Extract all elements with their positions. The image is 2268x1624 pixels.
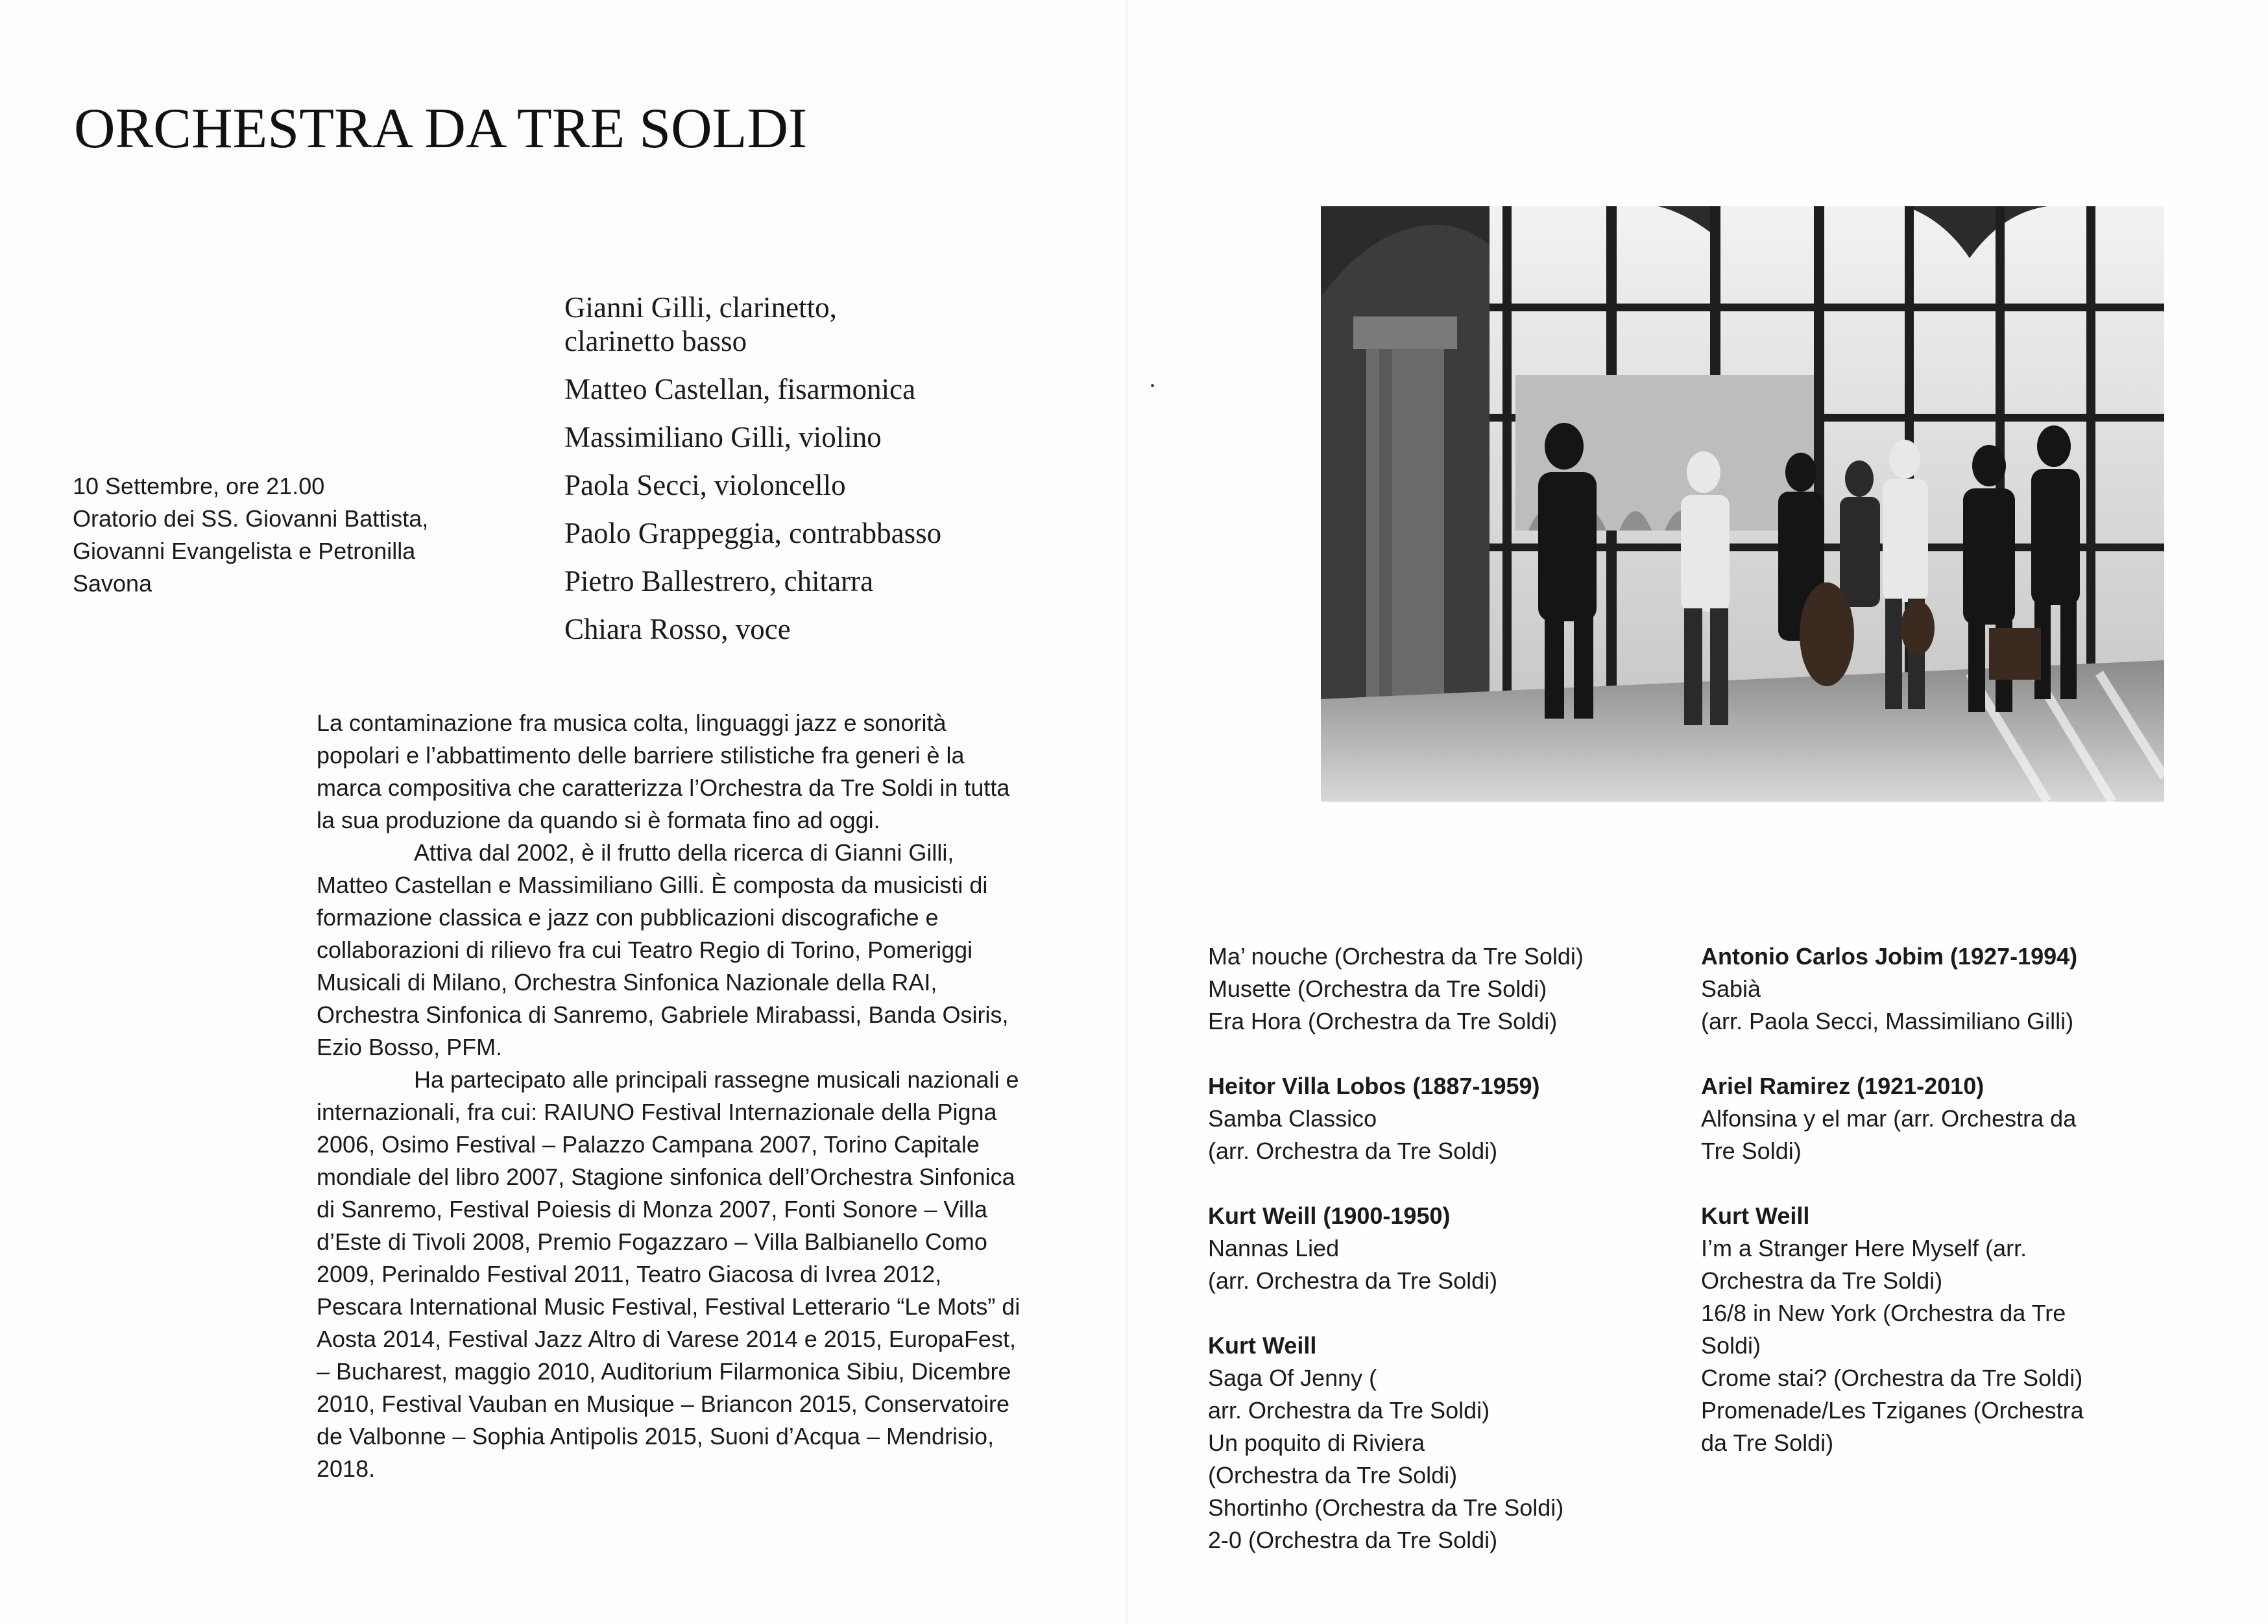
piece-title: Samba Classico [1208,1105,1377,1132]
piece-title: (arr. Paola Secci, Massimiliano Gilli) [1701,1008,2074,1034]
program-group [1701,1070,2168,1167]
performer-line: clarinetto basso [564,325,747,357]
performer-line: Massimiliano Gilli, violino [564,421,882,453]
venue-line: Giovanni Evangelista e Petronilla [73,538,416,564]
piece-title: 16/8 in New York (Orchestra da Tre [1701,1300,2066,1326]
piece-title: (arr. Orchestra da Tre Soldi) [1208,1267,1498,1294]
piece-title: Era Hora (Orchestra da Tre Soldi) [1208,1008,1558,1034]
piece-title: Sabià [1701,975,1761,1002]
piece-title: da Tre Soldi) [1701,1429,1834,1456]
performer-item [564,372,941,406]
composer-name: Kurt Weill [1208,1332,1317,1359]
program-group [1208,940,1675,1038]
performer-list [564,291,941,660]
composer-name: Kurt Weill [1701,1202,1810,1229]
venue-line: 10 Settembre, ore 21.00 [73,473,325,499]
program-column-2 [1701,940,2168,1492]
performer-item [564,468,941,502]
venue-line: Savona [73,570,152,597]
venue-info [73,470,428,600]
program-group [1701,1200,2168,1459]
composer-name: Kurt Weill (1900-1950) [1208,1202,1451,1229]
program-group [1701,940,2168,1038]
performer-item [564,516,941,550]
piece-title: Orchestra da Tre Soldi) [1701,1267,1943,1294]
piece-title: Shortinho (Orchestra da Tre Soldi) [1208,1494,1564,1521]
performer-line: Chiara Rosso, voce [564,613,791,645]
piece-title: 2-0 (Orchestra da Tre Soldi) [1208,1527,1498,1553]
biography [317,707,1024,1485]
piece-title: Alfonsina y el mar (arr. Orchestra da [1701,1105,2077,1132]
piece-title: Nannas Lied [1208,1235,1340,1261]
paper-speck [1151,384,1154,387]
composer-name: Heitor Villa Lobos (1887-1959) [1208,1073,1540,1099]
piece-title: arr. Orchestra da Tre Soldi) [1208,1397,1490,1424]
bio-paragraph: Ha partecipato alle principali rassegne musicali nazionali e internazionali, fra cui: RAIUNO Festival Internazionale della Pigna 2006, Osimo Festival – Palazzo Campana 2007, Torino Capitale mondiale del libro 2007, Stagione sinfonica dell’Orchestra Sinfonica di Sanremo, Festival Poiesis di Monza 2007, Fonti Sonore – Villa d’Este di Tivoli 2008, Premio Fogazzaro – Villa Balbianello Como 2009, Perinaldo Festival 2011, Teatro Giacosa di Ivrea 2012, Pescara International Music Festival, Festival Letterario “Le Mots” di Aosta 2014, Festival Jazz Altro di Varese 2014 e 2015, EuropaFest, – Bucharest, maggio 2010, Auditorium Filarmonica Sibiu, Dicembre 2010, Festival Vauban en Musique – Briancon 2015, Conservatoire de Valbonne – Sophia Antipolis 2015, Suoni d’Acqua – Mendrisio, 2018. [317,1066,1020,1482]
performer-item [564,612,941,646]
performer-line: Paola Secci, violoncello [564,469,846,501]
piece-title: (arr. Orchestra da Tre Soldi) [1208,1138,1498,1164]
composer-name: Ariel Ramirez (1921-2010) [1701,1073,1984,1099]
piece-title: Crome stai? (Orchestra da Tre Soldi) [1701,1365,2083,1391]
program-group [1208,1200,1675,1297]
performer-line: Gianni Gilli, clarinetto, [564,291,837,324]
page-title: ORCHESTRA DA TRE SOLDI [74,97,808,160]
performer-line: Paolo Grappeggia, contrabbasso [564,517,942,549]
program-column-1 [1208,940,1675,1589]
piece-title: Musette (Orchestra da Tre Soldi) [1208,975,1547,1002]
piece-title: Tre Soldi) [1701,1138,1802,1164]
bio-paragraph: Attiva dal 2002, è il frutto della ricerca di Gianni Gilli, Matteo Castellan e Massimiliano Gilli. È composta da musicisti di formazione classica e jazz con pubblicazioni discografiche e collaborazioni di rilievo fra cui Teatro Regio di Torino, Pomeriggi Musicali di Milano, Orchestra Sinfonica Nazionale della RAI, Orchestra Sinfonica di Sanremo, Gabriele Mirabassi, Banda Osiris, Ezio Bosso, PFM. [317,839,1009,1060]
piece-title: Un poquito di Riviera [1208,1429,1425,1456]
performer-line: Matteo Castellan, fisarmonica [564,373,916,405]
left-page [0,0,1128,1624]
piece-title: Soldi) [1701,1332,1761,1359]
piece-title: I’m a Stranger Here Myself (arr. [1701,1235,2027,1261]
performer-item [564,420,941,454]
bio-paragraph: La contaminazione fra musica colta, linguaggi jazz e sonorità popolari e l’abbattimento delle barriere stilistiche fra generi è la marca compositiva che caratterizza l’Orchestra da Tre Soldi in tutta la sua produzione da quando si è formata fino ad oggi. [317,710,1010,833]
ensemble-photo-illustration [1321,206,2164,802]
piece-title: (Orchestra da Tre Soldi) [1208,1462,1458,1488]
program-group [1208,1330,1675,1557]
program-group [1208,1070,1675,1167]
performer-line: Pietro Ballestrero, chitarra [564,565,874,597]
performer-item [564,291,941,358]
piece-title: Saga Of Jenny ( [1208,1365,1377,1391]
piece-title: Ma’ nouche (Orchestra da Tre Soldi) [1208,943,1584,970]
piece-title: Promenade/Les Tziganes (Orchestra [1701,1397,2084,1424]
composer-name: Antonio Carlos Jobim (1927-1994) [1701,943,2078,970]
ensemble-photo [1321,206,2164,802]
performer-item [564,564,941,598]
venue-line: Oratorio dei SS. Giovanni Battista, [73,505,429,532]
